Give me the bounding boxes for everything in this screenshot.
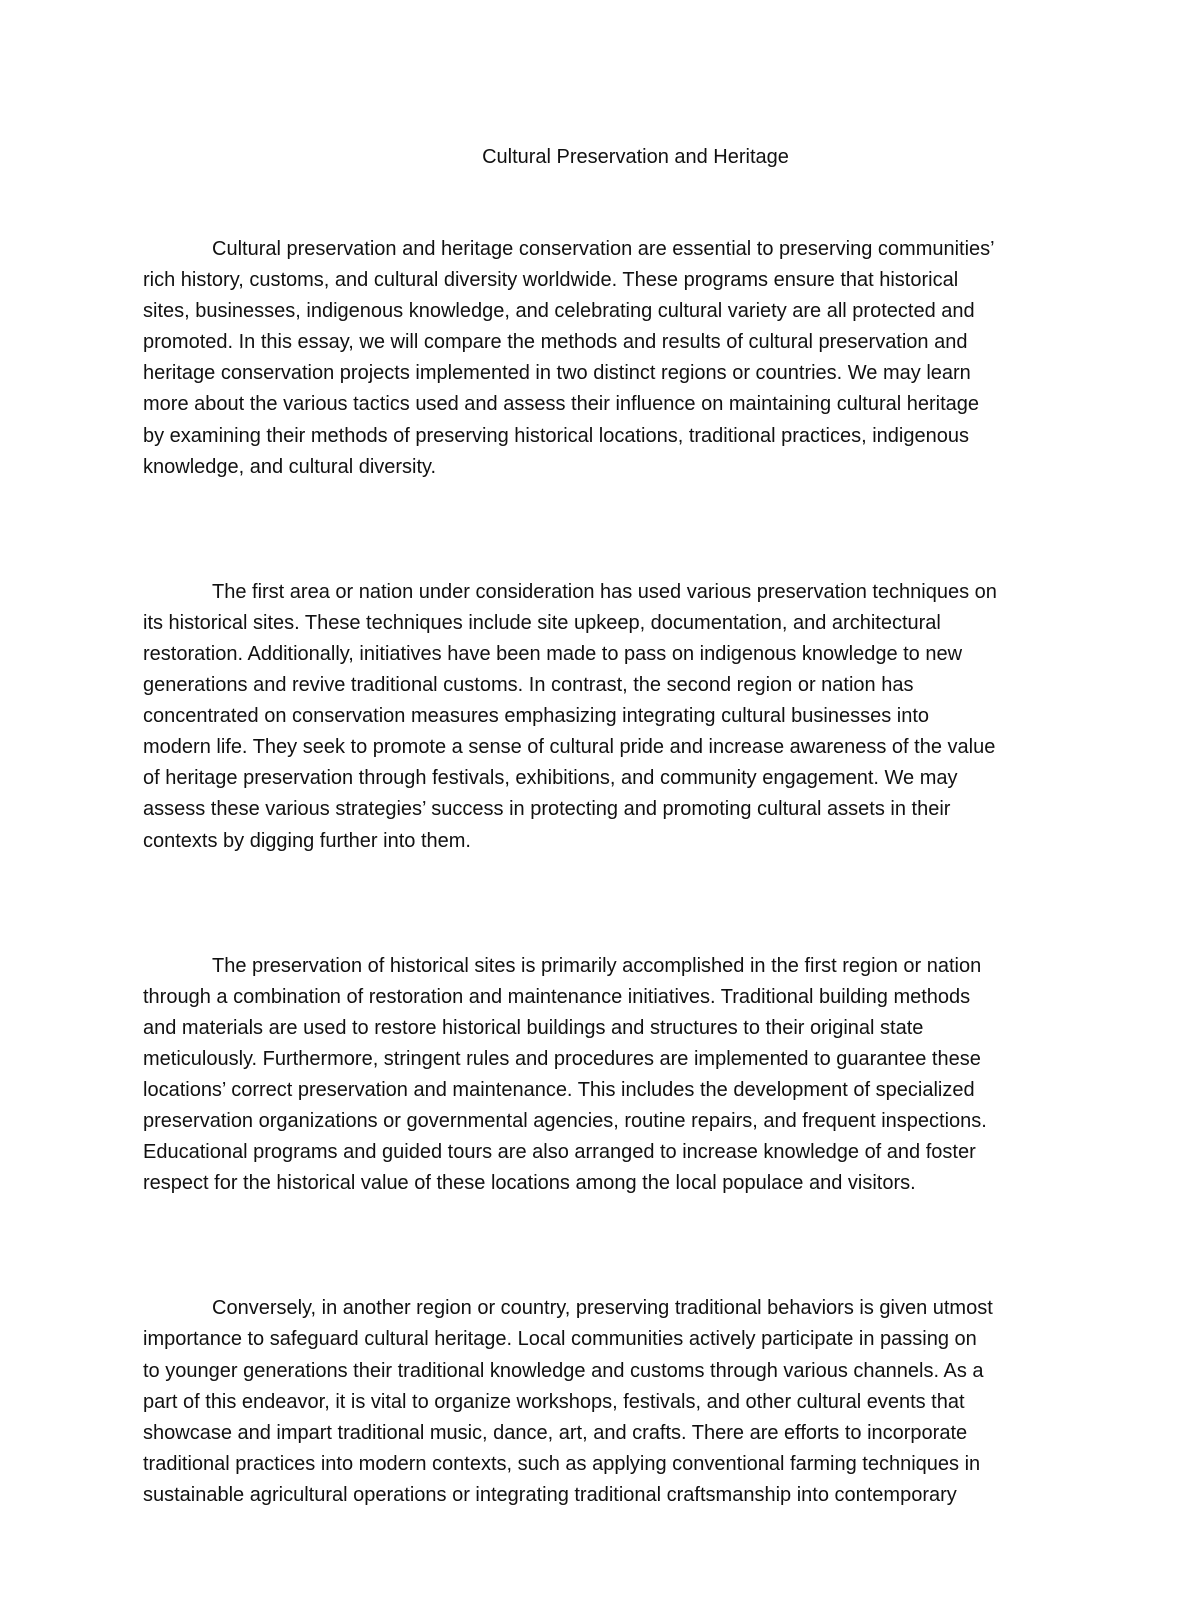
text-line: concentrated on conservation measures emphasizing integrating cultural businesses into [143,705,930,728]
text-line: traditional practices into modern contexts, such as applying conventional farming techniques in [143,1452,981,1475]
text-line: sites, businesses, indigenous knowledge, and celebrating cultural variety are all protected and [143,300,975,323]
text-line: contexts by digging further into them. [143,829,471,852]
text-line: sustainable agricultural operations or integrating traditional craftsmanship into contemporary [143,1483,957,1506]
text-line: locations’ correct preservation and maintenance. This includes the development of specialized [143,1078,975,1101]
paragraph-4 [143,1293,1083,1511]
text-line: showcase and impart traditional music, dance, art, and crafts. There are efforts to incorporate [143,1421,968,1444]
paragraph-2 [143,577,1083,857]
paragraph-1 [143,234,1083,483]
text-line: generations and revive traditional customs. In contrast, the second region or nation has [143,674,914,697]
text-line: assess these various strategies’ success in protecting and promoting cultural assets in their [143,798,951,821]
text-line: by examining their methods of preserving historical locations, traditional practices, indigenous [143,424,969,447]
text-line: to younger generations their traditional knowledge and customs through various channels. As a [143,1359,984,1382]
text-line: more about the various tactics used and assess their influence on maintaining cultural heritage [143,393,980,416]
text-line: its historical sites. These techniques include site upkeep, documentation, and architectural [143,611,941,634]
text-line: modern life. They seek to promote a sense of cultural pride and increase awareness of the value [143,736,996,759]
text-line: part of this endeavor, it is vital to organize workshops, festivals, and other cultural events that [143,1390,965,1413]
text-line: meticulously. Furthermore, stringent rules and procedures are implemented to guarantee these [143,1047,981,1070]
text-line: and materials are used to restore historical buildings and structures to their original state [143,1016,924,1039]
text-line: heritage conservation projects implemented in two distinct regions or countries. We may learn [143,362,971,385]
text-line: The first area or nation under consideration has used various preservation techniques on [212,580,997,603]
text-line: preservation organizations or governmental agencies, routine repairs, and frequent inspections. [143,1110,987,1133]
text-line: rich history, customs, and cultural diversity worldwide. These programs ensure that historical [143,269,959,292]
text-line: knowledge, and cultural diversity. [143,455,437,478]
text-line: of heritage preservation through festivals, exhibitions, and community engagement. We may [143,767,958,790]
text-line: restoration. Additionally, initiatives have been made to pass on indigenous knowledge to new [143,642,963,665]
text-line: promoted. In this essay, we will compare the methods and results of cultural preservation and [143,331,968,354]
text-line: The preservation of historical sites is primarily accomplished in the first region or nation [212,954,982,977]
text-line: Cultural preservation and heritage conservation are essential to preserving communities’ [212,238,995,260]
text-line: importance to safeguard cultural heritage. Local communities actively participate in passing on [143,1328,977,1351]
text-line: respect for the historical value of these locations among the local populace and visitors. [143,1172,916,1195]
document-title: Cultural Preservation and Heritage [482,146,789,168]
text-line: through a combination of restoration and maintenance initiatives. Traditional building methods [143,985,971,1008]
text-line: Conversely, in another region or country, preserving traditional behaviors is given utmost [212,1297,993,1320]
paragraph-3 [143,951,1083,1200]
text-line: Educational programs and guided tours are also arranged to increase knowledge of and foster [143,1141,976,1164]
document-body [143,234,1083,1605]
